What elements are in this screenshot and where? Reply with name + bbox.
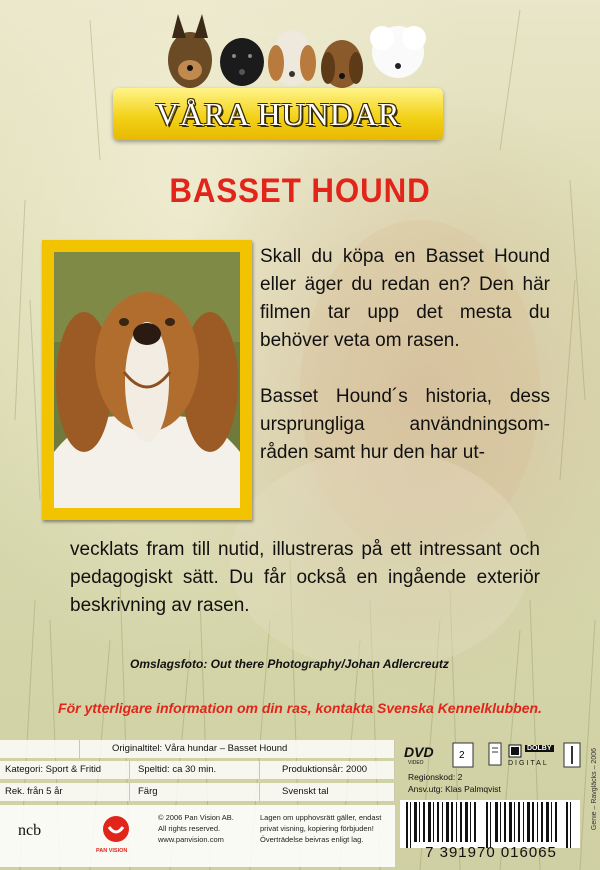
pan-vision-logo-icon bbox=[98, 813, 134, 849]
german-shepherd-icon bbox=[168, 14, 212, 88]
copyright-law-block bbox=[260, 812, 381, 845]
website: www.panvision.com bbox=[158, 835, 224, 844]
dog-photo-frame bbox=[42, 240, 252, 520]
color-info: Färg bbox=[130, 783, 260, 801]
dolby-double-d-icon bbox=[508, 744, 522, 758]
basset-hound-photo bbox=[54, 252, 240, 508]
description-paragraph-2a: Basset Hound´s historia, dess ursprungliga användningsom-råden samt hur den har ut- bbox=[260, 386, 550, 463]
responsible-publisher: Ansv.utg: Klas Palmqvist bbox=[408, 784, 501, 794]
details-row-3 bbox=[0, 783, 395, 801]
description-paragraph-2b: vecklats fram till nutid, illustreras på ett intressant och pedagogiskt sätt. Du får också en ingående exteriör beskrivning av rasen. bbox=[70, 539, 540, 616]
category: Kategori: Sport & Fritid bbox=[0, 761, 130, 779]
side-print-text: Genie – Ravgläcks – 2006 bbox=[591, 748, 598, 831]
dvd-logo: DVD bbox=[404, 744, 434, 760]
law-line-2: privat visning, kopiering förbjuden! bbox=[260, 824, 374, 833]
description-paragraph-1: Skall du köpa en Basset Hound eller äger du redan en? Den här filmen tar upp det mesta du behöver veta om rasen. bbox=[260, 246, 550, 351]
series-logo-text: VÅRA HUNDAR bbox=[155, 96, 401, 132]
copyright-line-1: © 2006 Pan Vision AB. bbox=[158, 813, 234, 822]
details-row-2 bbox=[0, 761, 395, 779]
age-rating-icon bbox=[563, 742, 581, 768]
ncb-logo: ncb bbox=[18, 822, 42, 839]
details-row-1 bbox=[0, 740, 395, 758]
law-line-3: Överträdelse beivras enligt lag. bbox=[260, 835, 364, 844]
original-title: Originaltitel: Våra hundar – Basset Hound bbox=[80, 740, 395, 758]
runtime: Speltid: ca 30 min. bbox=[130, 761, 260, 779]
description-text bbox=[260, 243, 550, 467]
barcode-number: 7 391970 016065 bbox=[425, 844, 557, 861]
dolby-logo: DOLBY bbox=[527, 745, 552, 752]
production-year: Produktionsår: 2000 bbox=[260, 761, 395, 779]
language: Svenskt tal bbox=[260, 783, 395, 801]
copyright-block bbox=[158, 812, 234, 845]
stereo-icon bbox=[488, 742, 502, 766]
photo-credit: Omslagsfoto: Out there Photography/Johan Adlercreutz bbox=[130, 657, 449, 671]
dvd-video-label: VIDEO bbox=[408, 760, 424, 766]
barcode bbox=[400, 800, 580, 848]
setter-icon bbox=[268, 30, 316, 86]
age-rating: Rek. från 5 år bbox=[0, 783, 130, 801]
poodle-icon bbox=[370, 26, 426, 78]
series-logo bbox=[113, 88, 443, 140]
dachshund-icon bbox=[321, 40, 363, 88]
page-title: BASSET HOUND bbox=[169, 172, 431, 210]
copyright-line-2: All rights reserved. bbox=[158, 824, 221, 833]
dog-portraits-banner bbox=[160, 8, 440, 90]
black-labrador-icon bbox=[220, 38, 264, 86]
kennel-club-info: För ytterligare information om din ras, kontakta Svenska Kennelklubben. bbox=[58, 700, 542, 716]
region-code: Regionskod: 2 bbox=[408, 772, 463, 782]
svg-text:2: 2 bbox=[459, 750, 465, 761]
dolby-digital-label: DIGITAL bbox=[508, 760, 549, 767]
pan-vision-label: PAN VISION bbox=[96, 848, 128, 854]
law-line-1: Lagen om upphovsrätt gäller, endast bbox=[260, 813, 382, 822]
region-2-globe-icon bbox=[452, 742, 474, 768]
